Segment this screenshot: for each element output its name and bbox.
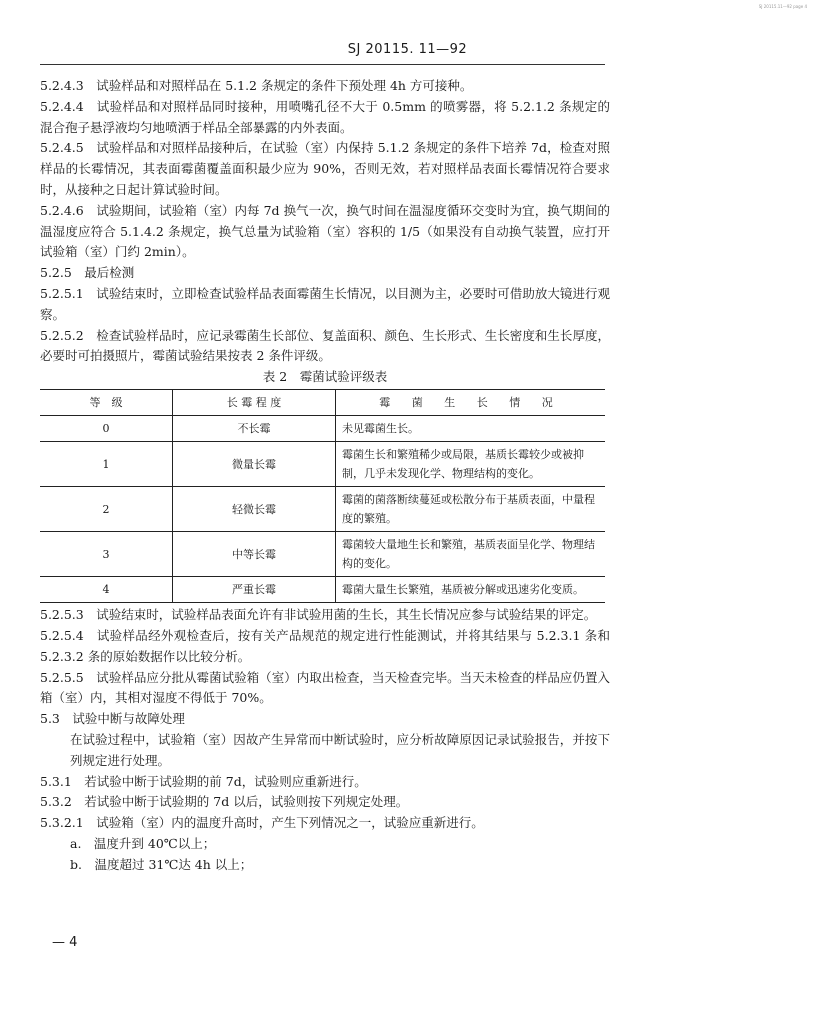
paragraph: 5.2.5.4 试验样品经外观检查后，按有关产品规范的规定进行性能测试，并将其结果与 5.2.3.1 条和 5.2.3.2 条的原始数据作以比较分析。 bbox=[40, 627, 610, 664]
paragraph: 5.2.5.5 试验样品应分批从霉菌试验箱（室）内取出检查，当天检查完毕。当天未检查的样品应仍置入箱（室）内，其相对湿度不得低于 70%。 bbox=[40, 669, 610, 706]
cell-grade: 1 bbox=[40, 442, 173, 487]
table-row bbox=[40, 442, 605, 487]
table-row bbox=[40, 532, 605, 577]
header-rule bbox=[40, 64, 605, 65]
table-row bbox=[40, 416, 605, 442]
section-heading: 5.2.5 最后检测 bbox=[40, 265, 135, 281]
paragraph: 5.2.5.2 检查试验样品时，应记录霉菌生长部位、复盖面积、颜色、生长形式、生长密度和生长厚度，必要时可拍摄照片，霉菌试验结果按表 2 条件评级。 bbox=[40, 327, 610, 364]
paragraph: 5.2.5.1 试验结束时，立即检查试验样品表面霉菌生长情况，以目测为主，必要时可借助放大镜进行观察。 bbox=[40, 285, 610, 322]
cell-degree: 严重长霉 bbox=[173, 577, 336, 603]
paragraph: 5.2.4.6 试验期间，试验箱（室）内每 7d 换气一次，换气时间在温湿度循环交变时为宜，换气期间的温湿度应符合 5.1.4.2 条规定，换气总量为试验箱（室）容积的 1/5（如果没有自动换气装置，应打开试验箱（室）门约 2min）。 bbox=[40, 202, 610, 260]
document-header: SJ 20115. 11—92 bbox=[347, 42, 468, 57]
cell-condition: 霉菌生长和繁殖稀少或局限，基质长霉较少或被抑制，几乎未发现化学、物理结构的变化。 bbox=[336, 442, 606, 487]
paragraph: 5.2.4.5 试验样品和对照样品接种后，在试验（室）内保持 5.1.2 条规定的条件下培养 7d，检查对照样品的长霉情况，其表面霉菌覆盖面积最少应为 90%，否则无效，若对照样品表面长霉情况符合要求时，从接种之日起计算试验时间。 bbox=[40, 140, 610, 197]
list-item: b. 温度超过 31℃达 4h 以上； bbox=[70, 856, 253, 872]
page-number: — 4 bbox=[52, 935, 78, 950]
section-heading: 5.3 试验中断与故障处理 bbox=[40, 711, 185, 727]
table-row bbox=[40, 577, 605, 603]
paragraph: 5.2.4.3 试验样品和对照样品在 5.1.2 条规定的条件下预处理 4h 方可接种。 bbox=[40, 78, 473, 93]
paragraph: 5.3.2 若试验中断于试验期的 7d 以后，试验则按下列规定处理。 bbox=[40, 794, 409, 810]
header-condition: 霉 菌 生 长 情 况 bbox=[336, 390, 606, 416]
corner-mark: SJ 20115.11—92 page 4 bbox=[758, 4, 807, 9]
table-row bbox=[40, 487, 605, 532]
cell-degree: 不长霉 bbox=[173, 416, 336, 442]
cell-condition: 霉菌较大量地生长和繁殖，基质表面呈化学、物理结构的变化。 bbox=[336, 532, 606, 577]
paragraph: 在试验过程中，试验箱（室）因故产生异常而中断试验时，应分析故障原因记录试验报告，并按下列规定进行处理。 bbox=[70, 731, 610, 768]
list-item: a. 温度升到 40℃以上； bbox=[70, 835, 216, 851]
cell-condition: 霉菌大量生长繁殖，基质被分解或迅速劣化变质。 bbox=[336, 577, 606, 603]
cell-grade: 3 bbox=[40, 532, 173, 577]
cell-grade: 2 bbox=[40, 487, 173, 532]
cell-condition: 未见霉菌生长。 bbox=[336, 416, 606, 442]
mold-rating-table bbox=[40, 389, 605, 603]
document-body bbox=[40, 76, 610, 876]
paragraph: 5.2.5.3 试验结束时，试验样品表面允许有非试验用菌的生长，其生长情况应参与试验结果的评定。 bbox=[40, 607, 597, 623]
header-degree: 长 霉 程 度 bbox=[173, 390, 336, 416]
paragraph: 5.3.2.1 试验箱（室）内的温度升高时，产生下列情况之一，试验应重新进行。 bbox=[40, 815, 484, 831]
header-grade: 等 级 bbox=[40, 390, 173, 416]
cell-degree: 中等长霉 bbox=[173, 532, 336, 577]
cell-grade: 4 bbox=[40, 577, 173, 603]
cell-grade: 0 bbox=[40, 416, 173, 442]
paragraph: 5.2.4.4 试验样品和对照样品同时接种，用喷嘴孔径不大于 0.5mm 的喷雾器，将 5.2.1.2 条规定的混合孢子悬浮液均匀地喷洒于样品全部暴露的内外表面。 bbox=[40, 98, 610, 135]
cell-degree: 轻微长霉 bbox=[173, 487, 336, 532]
cell-degree: 微量长霉 bbox=[173, 442, 336, 487]
table-caption: 表 2 霉菌试验评级表 bbox=[262, 369, 388, 385]
paragraph: 5.3.1 若试验中断于试验期的前 7d，试验则应重新进行。 bbox=[40, 773, 367, 789]
table-header-row bbox=[40, 390, 605, 416]
cell-condition: 霉菌的菌落断续蔓延或松散分布于基质表面，中量程度的繁殖。 bbox=[336, 487, 606, 532]
